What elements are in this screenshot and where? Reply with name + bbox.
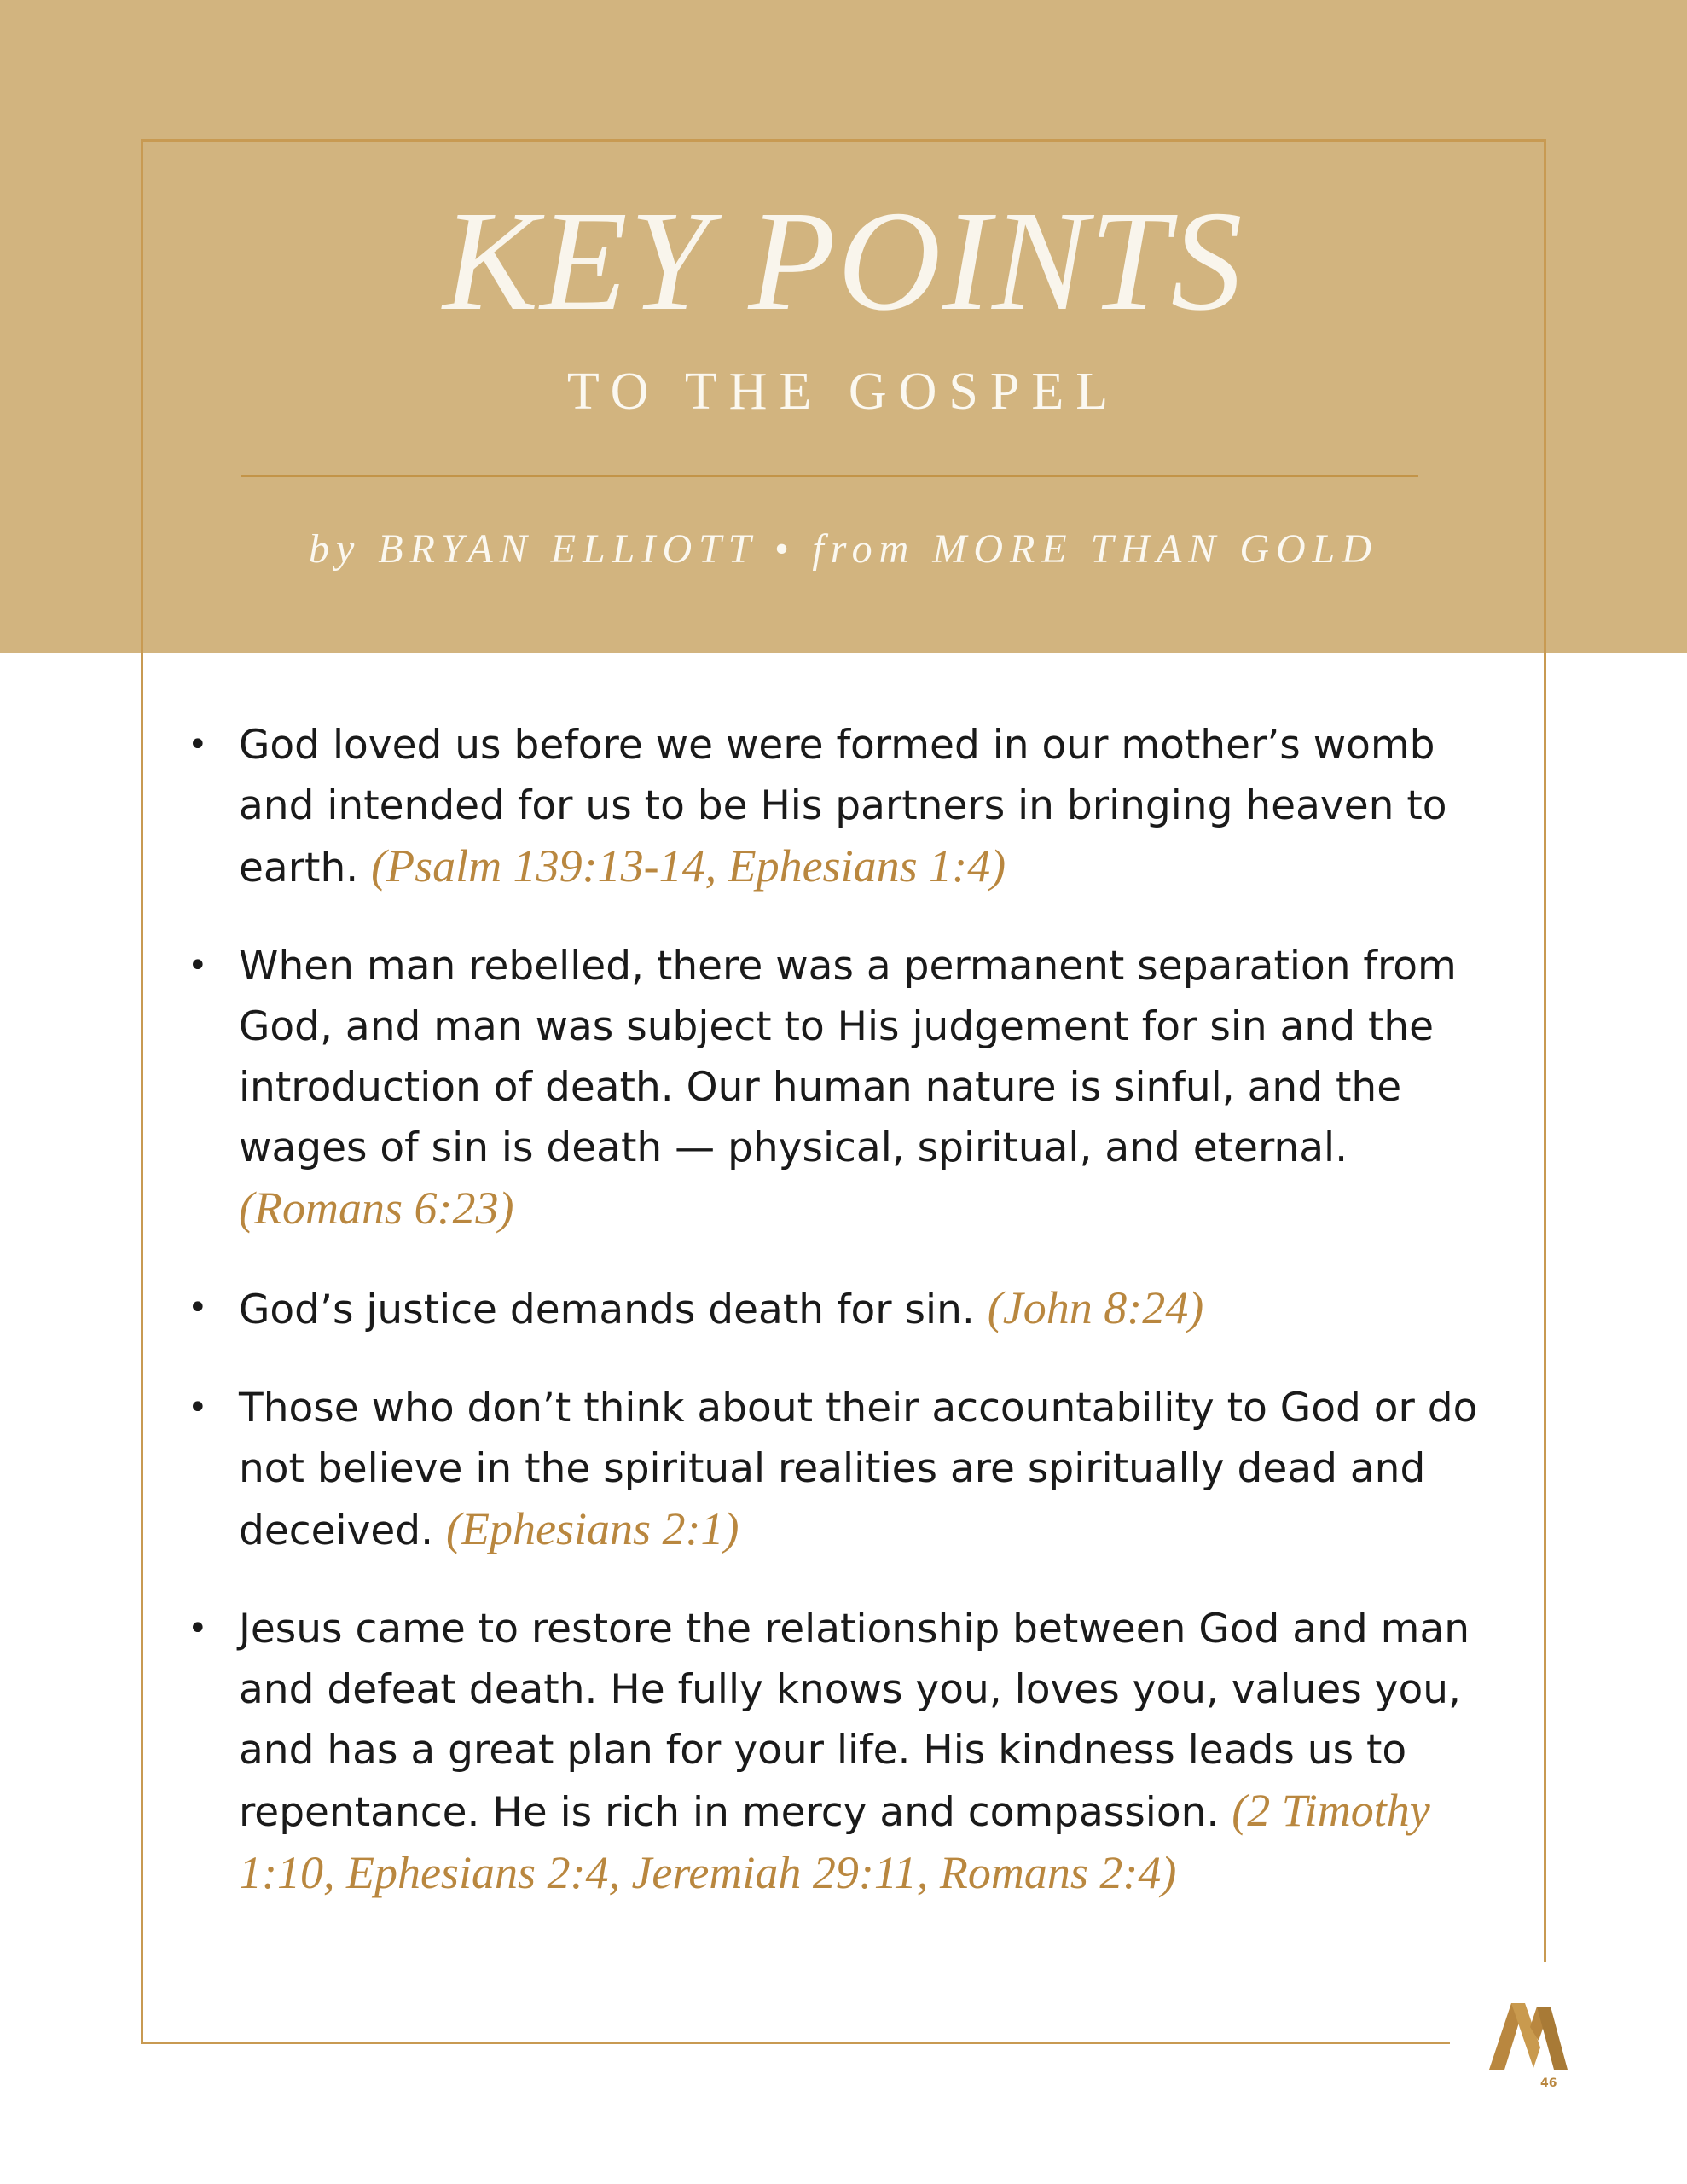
bullet: • [188,1288,208,1327]
point-text: God loved us before we were formed in our mother’s womb and intended for us to be His partners in bringing heaven to earth. [239,722,1447,892]
point-text: Jesus came to restore the relationship between God and man and defeat death. He fully knows you, loves you, values you, and has a great plan for your life. His kindness leads us to repentance. He is rich in mercy and compassion. [239,1606,1470,1836]
divider-rule [241,475,1418,477]
scripture-reference: (Romans 6:23) [239,1182,514,1234]
list-item [183,936,1514,1240]
list-item [183,715,1514,898]
list-item [183,1278,1514,1340]
bullet: • [188,946,208,985]
scripture-reference: (Ephesians 2:1) [446,1503,739,1554]
list-item [183,1378,1514,1561]
bullet: • [188,1388,208,1427]
bullet: • [188,725,208,764]
list-item [183,1599,1514,1905]
byline: by BRYAN ELLIOTT • from MORE THAN GOLD [308,526,1378,572]
page-title: KEY POINTS [443,182,1244,340]
key-points-list [183,715,1514,1943]
scripture-reference: (John 8:24) [987,1282,1204,1333]
point-text: Those who don’t think about their accountability to God or do not believe in the spiritual realities are spiritually dead and deceived. [239,1385,1478,1554]
page-subtitle: TO THE GOSPEL [566,363,1121,421]
point-text: God’s justice demands death for sin. [239,1287,975,1333]
more-than-gold-logo-icon [1486,1996,1571,2073]
scripture-reference: (Psalm 139:13-14, Ephesians 1:4) [371,840,1006,892]
bullet: • [188,1609,208,1648]
scripture-reference: (2 Timothy 1:10, Ephesians 2:4, Jeremiah 29:11, Romans 2:4) [239,1785,1430,1898]
point-text: When man rebelled, there was a permanent separation from God, and man was subject to His judgement for sin and the introduction of death. Our human nature is sinful, and the wages of sin is death — physical, spiritual, and eternal. [239,943,1457,1171]
page-number: 46 [1540,2077,1557,2090]
